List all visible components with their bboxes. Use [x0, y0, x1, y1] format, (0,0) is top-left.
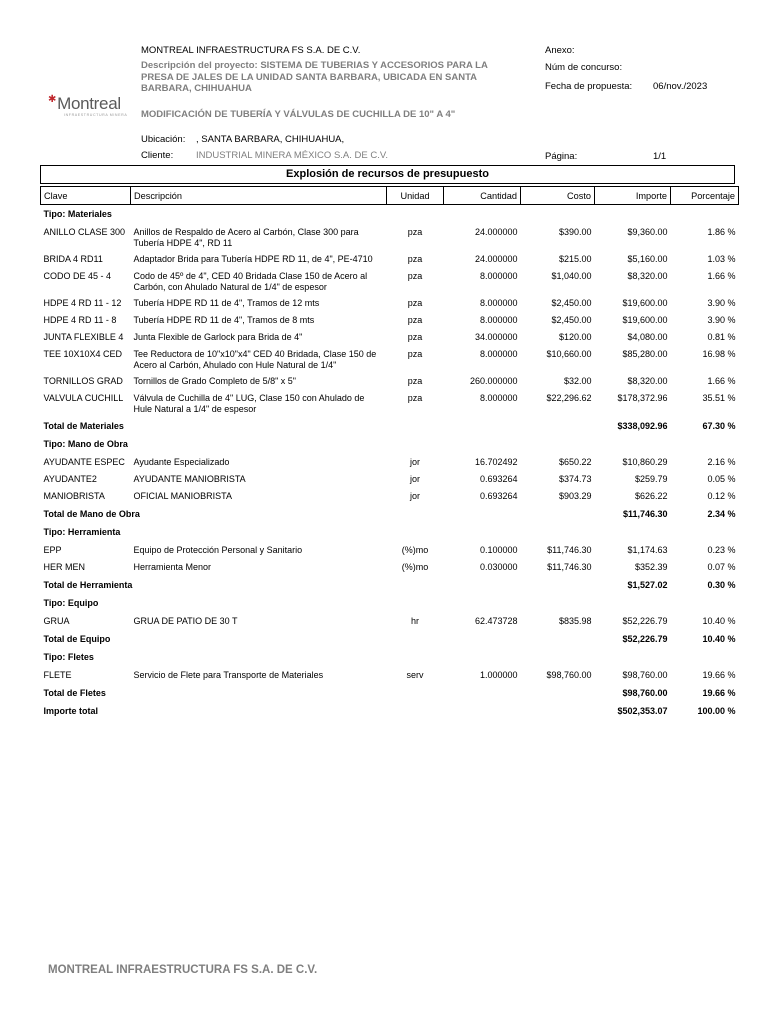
section-total-row: [41, 630, 739, 648]
table-row: [41, 542, 739, 559]
section-total-label: Total de Mano de Obra: [43, 509, 140, 519]
client-label: Cliente:: [141, 150, 174, 161]
section-header: [41, 523, 739, 542]
cell-cantidad: 8.000000: [479, 315, 518, 325]
cell-porcentaje: 1.66 %: [707, 376, 736, 386]
project-description-text: SISTEMA DE TUBERIAS Y ACCESORIOS PARA LA PRESA DE JALES DE LA UNIDAD SANTA BARBARA, UBICADA EN SANTA BARBARA, CHIHUAHUA: [141, 60, 488, 94]
cell-clave: HER MEN: [43, 562, 86, 572]
cell-costo: $32.00: [563, 376, 592, 386]
cell-unidad: pza: [407, 393, 423, 403]
cell-unidad: pza: [407, 349, 423, 359]
cell-descripcion: Tubería HDPE RD 11 de 4", Tramos de 12 mts: [133, 298, 320, 308]
cell-importe: $52,226.79: [622, 616, 668, 626]
cell-costo: $2,450.00: [551, 315, 592, 325]
cell-importe: $5,160.00: [627, 254, 668, 264]
section-total-label: Total de Equipo: [43, 634, 111, 644]
cell-porcentaje: 1.66 %: [707, 271, 736, 281]
cell-cantidad: 62.473728: [474, 616, 518, 626]
section-total-importe: $11,746.30: [622, 509, 668, 519]
table-row: [41, 559, 739, 576]
page-label: Página:: [545, 151, 578, 162]
cell-clave: TEE 10X10X4 CED: [43, 349, 123, 359]
company-logo: [48, 94, 138, 117]
cell-costo: $650.22: [558, 457, 592, 467]
cell-clave: BRIDA 4 RD11: [43, 254, 103, 264]
grand-total-label: Importe total: [43, 706, 99, 716]
table-row: [41, 268, 739, 295]
cell-porcentaje: 0.81 %: [707, 332, 736, 342]
cell-clave: GRUA: [43, 616, 70, 626]
cell-descripcion: OFICIAL MANIOBRISTA: [133, 491, 233, 501]
cell-importe: $19,600.00: [622, 315, 668, 325]
grand-total-importe: $502,353.07: [617, 706, 668, 716]
cell-clave: EPP: [43, 545, 62, 555]
cell-descripcion: Servicio de Flete para Transporte de Materiales: [133, 670, 324, 680]
cell-porcentaje: 0.07 %: [707, 562, 736, 572]
cell-clave: HDPE 4 RD 11 - 12: [43, 298, 122, 308]
cell-clave: TORNILLOS GRAD: [43, 376, 123, 386]
section-title: Tipo: Materiales: [43, 209, 112, 219]
col-clave: Clave: [41, 187, 131, 205]
cell-porcentaje: 3.90 %: [707, 298, 736, 308]
cell-porcentaje: 3.90 %: [707, 315, 736, 325]
cell-cantidad: 0.100000: [479, 545, 518, 555]
section-total-label: Total de Fletes: [43, 688, 106, 698]
cell-importe: $19,600.00: [622, 298, 668, 308]
cell-clave: AYUDANTE2: [43, 474, 97, 484]
cell-cantidad: 8.000000: [479, 298, 518, 308]
table-row: [41, 251, 739, 268]
table-row: [41, 224, 739, 251]
section-total-label: Total de Materiales: [43, 421, 124, 431]
cell-unidad: pza: [407, 315, 423, 325]
cell-importe: $8,320.00: [627, 376, 668, 386]
cell-costo: $390.00: [558, 227, 592, 237]
cell-descripcion: Válvula de Cuchilla de 4" LUG, Clase 150 con Ahulado de Hule Natural a 1/4" de espesor: [133, 393, 365, 414]
table-row: [41, 488, 739, 505]
cell-unidad: serv: [406, 670, 424, 680]
cell-cantidad: 1.000000: [479, 670, 518, 680]
cell-cantidad: 0.693264: [479, 474, 518, 484]
cell-importe: $10,860.29: [622, 457, 668, 467]
cell-descripcion: Junta Flexible de Garlock para Brida de 4": [133, 332, 303, 342]
cell-clave: JUNTA FLEXIBLE 4: [43, 332, 124, 342]
cell-porcentaje: 0.12 %: [707, 491, 736, 501]
cell-importe: $4,080.00: [627, 332, 668, 342]
section-header: [41, 205, 739, 225]
cell-importe: $178,372.96: [617, 393, 668, 403]
client-value: INDUSTRIAL MINERA MÉXICO S.A. DE C.V.: [196, 150, 388, 161]
cell-porcentaje: 19.66 %: [702, 670, 736, 680]
cell-porcentaje: 1.86 %: [707, 227, 736, 237]
cell-costo: $22,296.62: [546, 393, 592, 403]
cell-porcentaje: 0.23 %: [707, 545, 736, 555]
project-subtitle: MODIFICACIÓN DE TUBERÍA Y VÁLVULAS DE CUCHILLA DE 10" A 4": [141, 109, 456, 120]
cell-costo: $374.73: [558, 474, 592, 484]
section-title: Tipo: Mano de Obra: [43, 439, 128, 449]
section-total-row: [41, 417, 739, 435]
table-row: [41, 295, 739, 312]
cell-clave: MANIOBRISTA: [43, 491, 105, 501]
cell-importe: $98,760.00: [622, 670, 668, 680]
cell-clave: ANILLO CLASE 300: [43, 227, 126, 237]
cell-unidad: pza: [407, 376, 423, 386]
col-descripcion: Descripción: [131, 187, 387, 205]
location-label: Ubicación:: [141, 134, 186, 145]
cell-porcentaje: 35.51 %: [702, 393, 736, 403]
section-header: [41, 594, 739, 613]
section-title: Tipo: Herramienta: [43, 527, 121, 537]
section-title: Tipo: Equipo: [43, 598, 99, 608]
section-header: [41, 435, 739, 454]
cell-importe: $352.39: [634, 562, 668, 572]
col-porcentaje: Porcentaje: [671, 187, 739, 205]
col-cantidad: Cantidad: [444, 187, 521, 205]
cell-cantidad: 8.000000: [479, 271, 518, 281]
table-row: [41, 390, 739, 417]
resources-table: [40, 186, 739, 720]
contest-label: Núm de concurso:: [545, 62, 623, 73]
cell-costo: $11,746.30: [547, 562, 592, 572]
annex-label: Anexo:: [545, 45, 575, 56]
cell-unidad: pza: [407, 332, 423, 342]
cell-clave: HDPE 4 RD 11 - 8: [43, 315, 117, 325]
cell-clave: FLETE: [43, 670, 72, 680]
cell-descripcion: Ayudante Especializado: [133, 457, 230, 467]
cell-unidad: (%)mo: [401, 562, 429, 572]
cell-descripcion: Tubería HDPE RD 11 de 4", Tramos de 8 mts: [133, 315, 315, 325]
cell-porcentaje: 2.16 %: [707, 457, 736, 467]
cell-unidad: pza: [407, 271, 423, 281]
col-unidad: Unidad: [387, 187, 444, 205]
cell-cantidad: 260.000000: [469, 376, 518, 386]
logo-tagline: INFRAESTRUCTURA MINERA: [64, 113, 128, 117]
footer-company: MONTREAL INFRAESTRUCTURA FS S.A. DE C.V.: [48, 964, 318, 976]
cell-cantidad: 34.000000: [474, 332, 518, 342]
cell-descripcion: Anillos de Respaldo de Acero al Carbón, Clase 300 para Tubería HDPE 4", RD 11: [133, 227, 359, 248]
cell-unidad: (%)mo: [401, 545, 429, 555]
cell-descripcion: Tornillos de Grado Completo de 5/8" x 5": [133, 376, 296, 386]
col-importe: Importe: [595, 187, 671, 205]
cell-descripcion: Codo de 45º de 4", CED 40 Bridada Clase 150 de Acero al Carbón, con Ahulado Natural de 1/4" de espesor: [133, 271, 368, 292]
cell-costo: $215.00: [558, 254, 592, 264]
table-row: [41, 346, 739, 373]
cell-descripcion: AYUDANTE MANIOBRISTA: [133, 474, 246, 484]
cell-unidad: pza: [407, 298, 423, 308]
project-description: [141, 60, 511, 95]
cell-descripcion: GRUA DE PATIO DE 30 T: [133, 616, 238, 626]
cell-descripcion: Adaptador Brida para Tubería HDPE RD 11, de 4", PE-4710: [133, 254, 373, 264]
cell-unidad: jor: [409, 457, 420, 467]
report-title: Explosión de recursos de presupuesto: [40, 165, 735, 184]
section-total-porcentaje: 0.30 %: [707, 580, 736, 590]
section-total-row: [41, 684, 739, 702]
section-total-importe: $52,226.79: [622, 634, 668, 644]
grand-total-porcentaje: 100.00 %: [697, 706, 736, 716]
table-row: [41, 471, 739, 488]
cell-unidad: pza: [407, 254, 423, 264]
section-total-porcentaje: 10.40 %: [702, 634, 736, 644]
cell-importe: $9,360.00: [627, 227, 668, 237]
cell-importe: $85,280.00: [622, 349, 668, 359]
section-total-importe: $338,092.96: [617, 421, 668, 431]
location-value: , SANTA BARBARA, CHIHUAHUA,: [196, 134, 345, 145]
section-total-porcentaje: 2.34 %: [707, 509, 736, 519]
grand-total-row: [41, 702, 739, 720]
cell-cantidad: 0.693264: [479, 491, 518, 501]
section-total-row: [41, 505, 739, 523]
logo-name: Montreal: [57, 94, 121, 113]
cell-porcentaje: 16.98 %: [702, 349, 736, 359]
cell-unidad: jor: [409, 491, 420, 501]
section-total-importe: $1,527.02: [627, 580, 668, 590]
cell-importe: $626.22: [634, 491, 668, 501]
date-label: Fecha de propuesta:: [545, 81, 633, 92]
page-value: 1/1: [653, 151, 667, 162]
cell-costo: $11,746.30: [547, 545, 592, 555]
cell-importe: $8,320.00: [627, 271, 668, 281]
cell-costo: $10,660.00: [546, 349, 592, 359]
cell-importe: $259.79: [634, 474, 668, 484]
table-row: [41, 373, 739, 390]
cell-costo: $98,760.00: [546, 670, 592, 680]
cell-cantidad: 16.702492: [474, 457, 518, 467]
section-total-importe: $98,760.00: [622, 688, 668, 698]
table-header-row: [41, 187, 739, 205]
company-name: MONTREAL INFRAESTRUCTURA FS S.A. DE C.V.: [141, 45, 361, 56]
table-row: [41, 312, 739, 329]
table-body: [41, 205, 739, 721]
cell-descripcion: Tee Reductora de 10"x10"x4" CED 40 Bridada, Clase 150 de Acero al Carbón, Ahulado con Hule Natural de 1/4": [133, 349, 377, 370]
cell-clave: AYUDANTE ESPEC: [43, 457, 125, 467]
cell-porcentaje: 0.05 %: [707, 474, 736, 484]
cell-descripcion: Equipo de Protección Personal y Sanitario: [133, 545, 303, 555]
logo-wordmark: [48, 94, 138, 114]
cell-costo: $835.98: [558, 616, 592, 626]
section-title: Tipo: Fletes: [43, 652, 94, 662]
table-row: [41, 613, 739, 630]
cell-cantidad: 8.000000: [479, 393, 518, 403]
table-row: [41, 454, 739, 471]
cell-costo: $120.00: [558, 332, 592, 342]
section-total-porcentaje: 19.66 %: [702, 688, 736, 698]
cell-porcentaje: 1.03 %: [707, 254, 736, 264]
cell-costo: $2,450.00: [551, 298, 592, 308]
project-description-label: Descripción del proyecto:: [141, 60, 258, 71]
col-costo: Costo: [521, 187, 595, 205]
section-total-label: Total de Herramienta: [43, 580, 133, 590]
section-total-row: [41, 576, 739, 594]
table-row: [41, 667, 739, 684]
cell-unidad: hr: [410, 616, 419, 626]
cell-costo: $1,040.00: [551, 271, 592, 281]
cell-cantidad: 8.000000: [479, 349, 518, 359]
date-value: 06/nov./2023: [653, 81, 708, 92]
cell-importe: $1,174.63: [627, 545, 668, 555]
cell-unidad: jor: [409, 474, 420, 484]
section-total-porcentaje: 67.30 %: [702, 421, 736, 431]
cell-cantidad: 24.000000: [474, 254, 518, 264]
cell-clave: CODO DE 45 - 4: [43, 271, 112, 281]
table-row: [41, 329, 739, 346]
cell-descripcion: Herramienta Menor: [133, 562, 212, 572]
cell-cantidad: 0.030000: [479, 562, 518, 572]
cell-porcentaje: 10.40 %: [702, 616, 736, 626]
cell-cantidad: 24.000000: [474, 227, 518, 237]
cell-clave: VALVULA CUCHILL: [43, 393, 124, 403]
cell-costo: $903.29: [558, 491, 592, 501]
cell-unidad: pza: [407, 227, 423, 237]
section-header: [41, 648, 739, 667]
logo-star-icon: ✱: [48, 94, 57, 105]
